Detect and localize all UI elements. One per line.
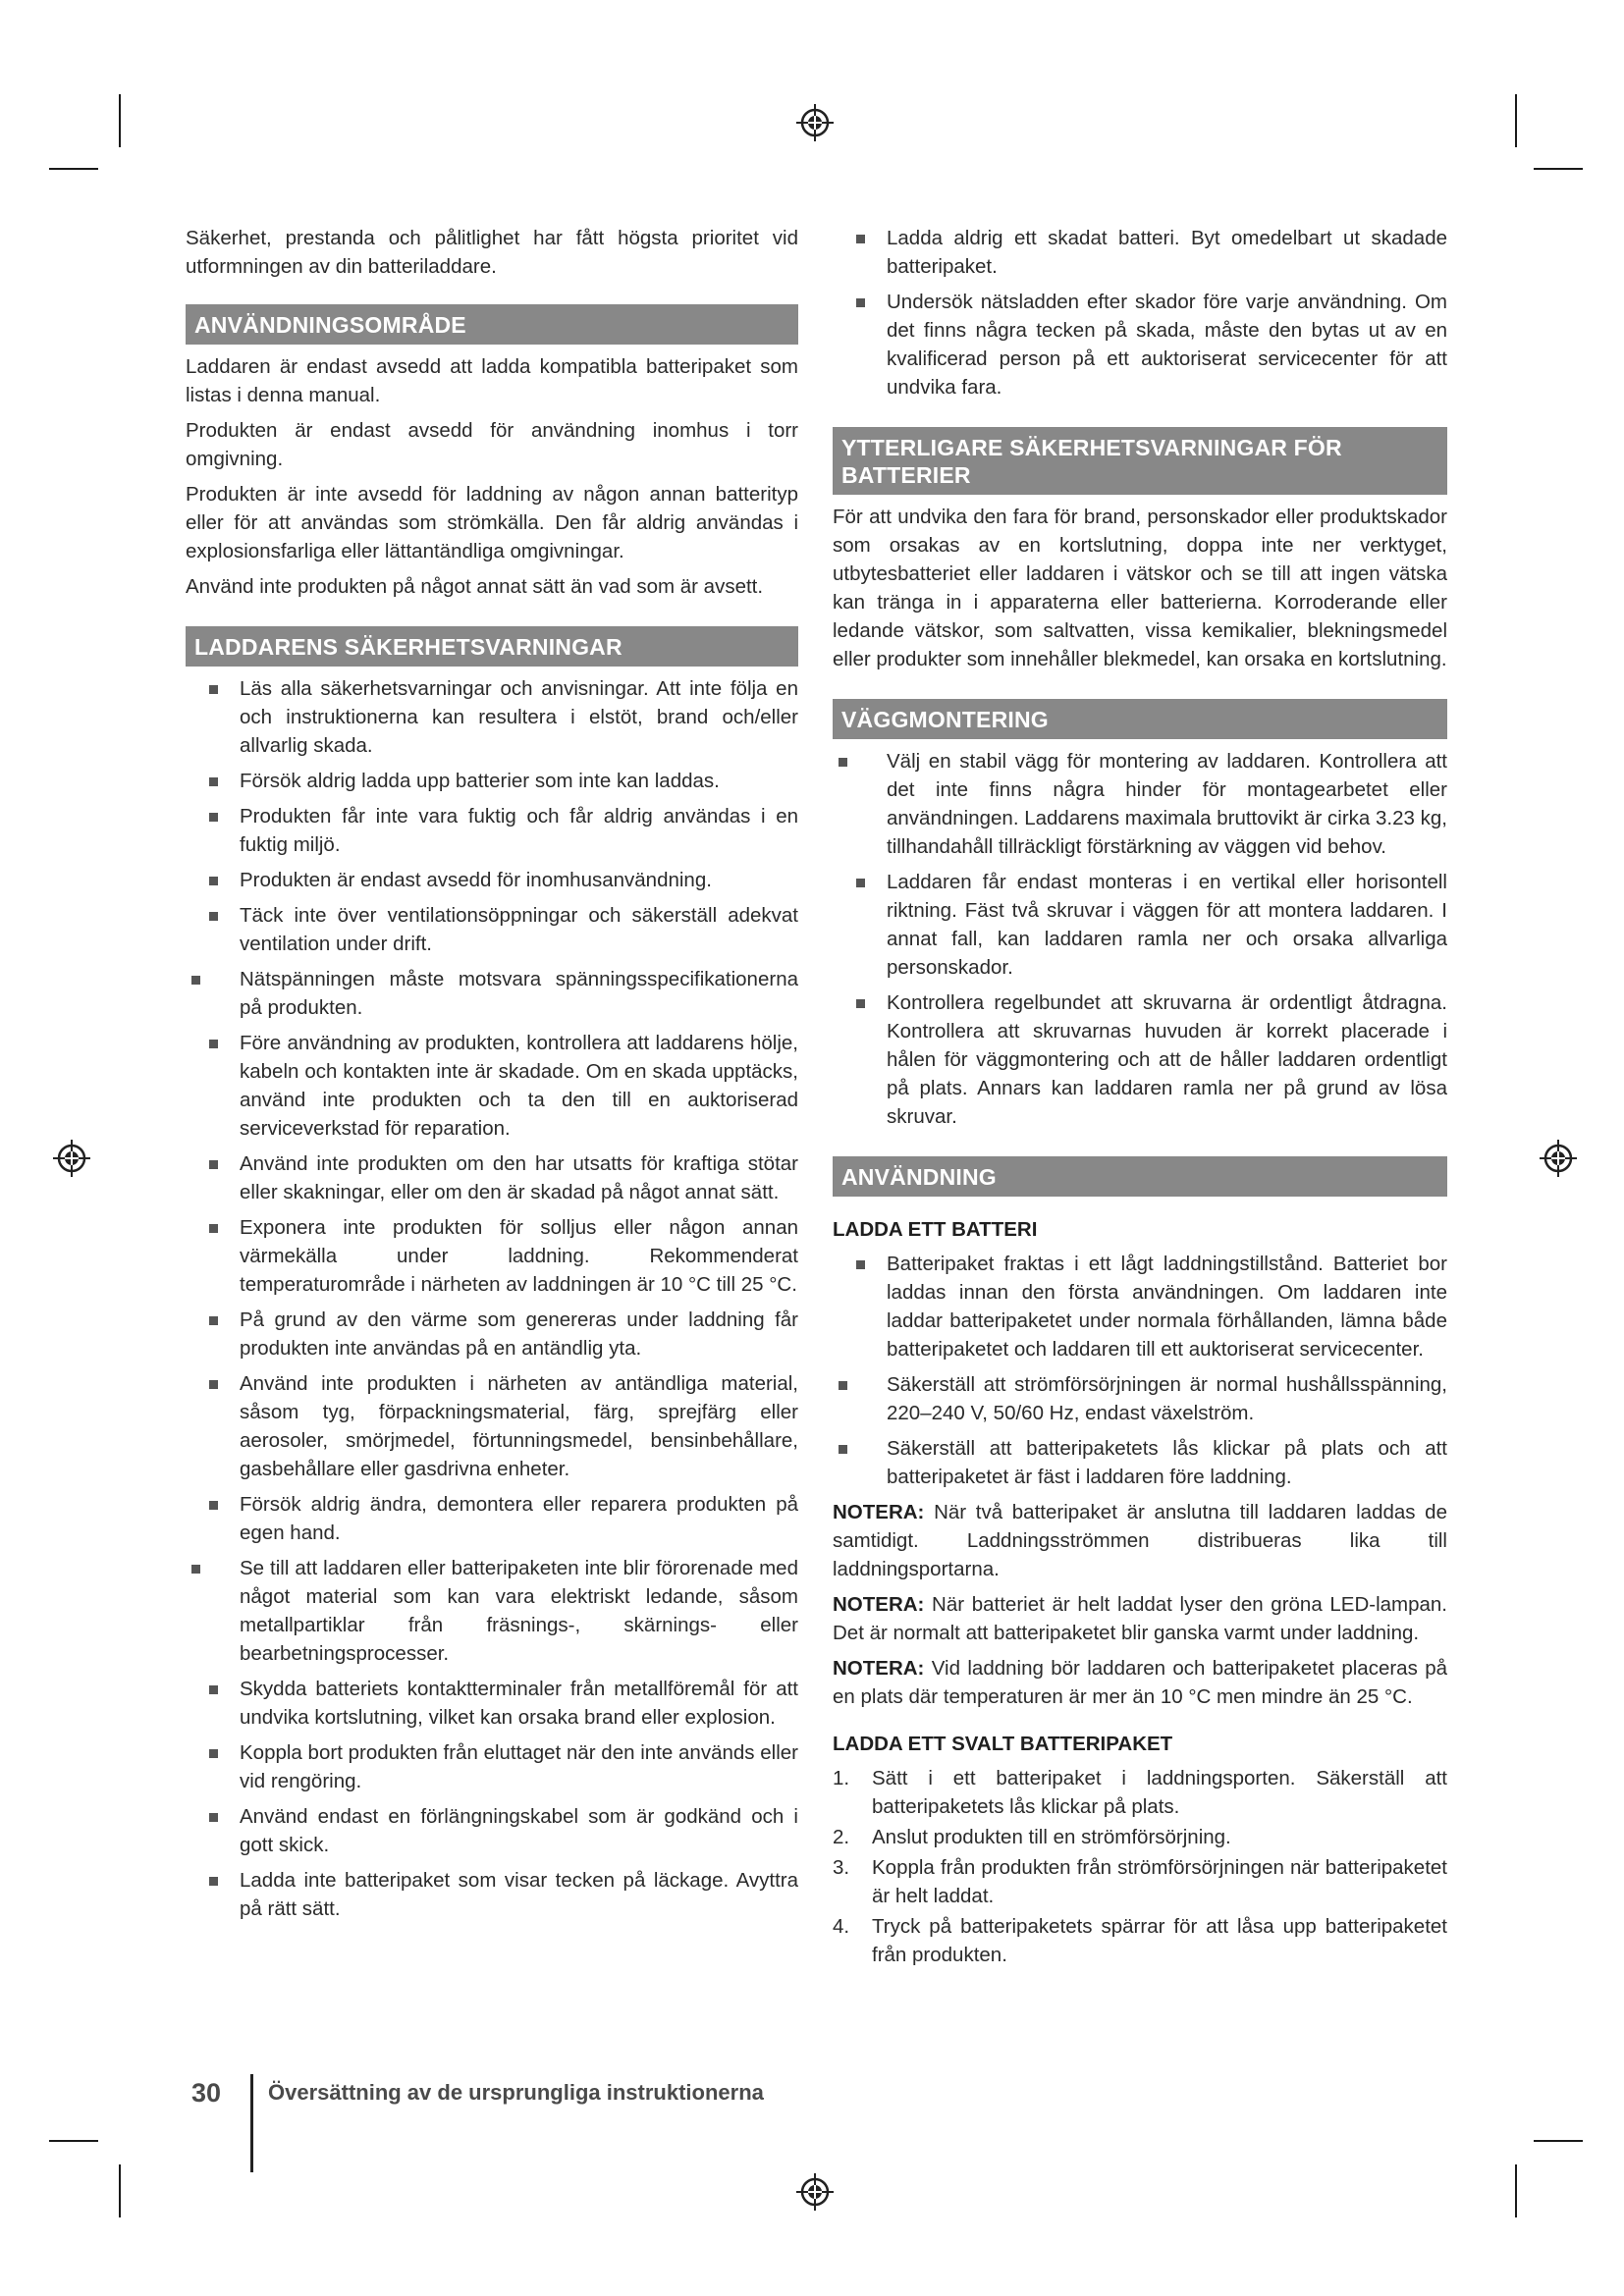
paragraph: Produkten är inte avsedd för laddning av någon annan batterityp eller för att användas som strömkälla. Den får aldrig användas i explosionsfarliga eller lättantändliga omgivningar. <box>186 483 798 562</box>
list-item <box>833 1912 1447 1969</box>
bullet-list <box>833 224 1447 401</box>
list-item: Försök aldrig ändra, demontera eller reparera produkten på egen hand. <box>203 1490 798 1547</box>
section-heading-wall-mounting: VÄGGMONTERING <box>833 699 1447 739</box>
note-paragraph <box>833 1590 1447 1647</box>
section-heading-battery-safety: YTTERLIGARE SÄKERHETSVARNINGAR FÖR BATTERIER <box>833 427 1447 495</box>
list-item: Koppla bort produkten från eluttaget när den inte används eller vid rengöring. <box>203 1738 798 1795</box>
registration-mark-icon <box>795 2172 835 2212</box>
crop-mark <box>49 2140 98 2142</box>
note-paragraph <box>833 1654 1447 1711</box>
bullet-list <box>833 1370 1447 1491</box>
list-item: Före användning av produkten, kontrollera att laddarens hölje, kabeln och kontakten inte är skadade. Om en skada upptäcks, använd inte produkten och ta den till en auktoriserad serviceverkstad för reparation. <box>203 1029 798 1143</box>
list-item: Säkerställ att batteripaketets lås klickar på plats och att batteripaketet är fäst i laddaren före laddning. <box>833 1434 1447 1491</box>
list-item: Undersök nätsladden efter skador före varje användning. Om det finns några tecken på skada, måste den bytas ut av en kvalificerad person på ett auktoriserat servicecenter för att undvika fara. <box>850 288 1447 401</box>
note-text: När batteriet är helt laddat lyser den gröna LED-lampan. Det är normalt att batteripaketet blir ganska varmt under laddning. <box>833 1593 1448 1644</box>
list-item: Ladda inte batteripaket som visar tecken på läckage. Avyttra på rätt sätt. <box>203 1866 798 1923</box>
subheading-charge-battery: LADDA ETT BATTERI <box>833 1218 1038 1241</box>
note-text: Vid laddning bör laddaren och batteripaketet placeras på en plats där temperaturen är mer än 10 °C men mindre än 25 °C. <box>833 1657 1447 1708</box>
list-item <box>833 1764 1447 1821</box>
intro-paragraph: Säkerhet, prestanda och pålitlighet har fått högsta prioritet vid utformningen av din batteriladdare. <box>186 227 798 278</box>
list-item <box>833 1823 1447 1851</box>
step-number: 3. <box>833 1856 850 1879</box>
list-item: Läs alla säkerhetsvarningar och anvisningar. Att inte följa en och instruktionerna kan resultera i elstöt, brand och/eller allvarlig skada. <box>203 674 798 760</box>
list-item: Produkten är endast avsedd för inomhusanvändning. <box>203 866 798 894</box>
page-number: 30 <box>191 2078 222 2108</box>
step-text: Koppla från produkten från strömförsörjningen när batteripaketet är helt laddat. <box>872 1856 1447 1907</box>
step-number: 1. <box>833 1767 850 1789</box>
crop-mark <box>49 168 98 170</box>
note-text: När två batteripaket är anslutna till laddaren laddas de samtidigt. Laddningsströmmen distribueras lika till laddningsportarna. <box>833 1501 1447 1580</box>
bullet-list <box>186 1675 798 1923</box>
step-number: 4. <box>833 1915 850 1938</box>
numbered-list <box>833 1764 1447 1969</box>
bullet-list <box>833 868 1447 1131</box>
list-item: Skydda batteriets kontaktterminaler från metallföremål för att undvika kortslutning, vilket kan orsaka brand eller explosion. <box>203 1675 798 1732</box>
bullet-list <box>833 1250 1447 1363</box>
step-text: Sätt i ett batteripaket i laddningsporten. Säkerställ att batteripaketets lås klickar på plats. <box>872 1767 1447 1818</box>
paragraph: Använd inte produkten på något annat sätt än vad som är avsett. <box>186 575 764 598</box>
list-item: Ladda aldrig ett skadat batteri. Byt omedelbart ut skadade batteripaket. <box>850 224 1447 281</box>
section-heading-charger-safety: LADDARENS SÄKERHETSVARNINGAR <box>186 626 798 667</box>
crop-mark <box>1515 2164 1517 2217</box>
crop-mark <box>1534 2140 1583 2142</box>
list-item: Laddaren får endast monteras i en vertikal eller horisontell riktning. Fäst två skruvar i väggen för att montera laddaren. I annat fall, kan laddaren ramla ner och orsaka allvarliga personskador. <box>850 868 1447 982</box>
note-label: NOTERA: <box>833 1593 925 1616</box>
left-column <box>186 224 798 1930</box>
list-item: Kontrollera regelbundet att skruvarna är ordentligt åtdragna. Kontrollera att skruvarnas huvuden är korrekt placerade i hålen för väggmontering och att de håller laddaren ordentligt på plats. Annars kan laddaren ramla ner på grund av lösa skruvar. <box>850 988 1447 1131</box>
paragraph: Produkten är endast avsedd för användning inomhus i torr omgivning. <box>186 419 798 470</box>
list-item: Använd inte produkten om den har utsatts för kraftiga stötar eller skakningar, eller om den är skadad på något annat sätt. <box>203 1149 798 1206</box>
footer-title: Översättning av de ursprungliga instruktionerna <box>268 2080 764 2105</box>
list-item: Se till att laddaren eller batteripaketen inte blir förorenade med något material som kan vara elektriskt ledande, såsom metallpartiklar från fräsnings-, skärnings- eller bearbetningsprocesser. <box>186 1554 798 1668</box>
registration-mark-icon <box>795 103 835 142</box>
bullet-list <box>186 965 798 1022</box>
section-heading-usage: ANVÄNDNING <box>833 1156 1447 1197</box>
list-item: Säkerställ att strömförsörjningen är normal hushållsspänning, 220–240 V, 50/60 Hz, endast växelström. <box>833 1370 1447 1427</box>
crop-mark <box>119 94 121 147</box>
bullet-list <box>186 1029 798 1547</box>
note-paragraph <box>833 1498 1447 1583</box>
crop-mark <box>1515 94 1517 147</box>
right-column <box>833 224 1447 1971</box>
list-item <box>833 1853 1447 1910</box>
step-number: 2. <box>833 1826 850 1848</box>
registration-mark-icon <box>1539 1139 1578 1178</box>
crop-mark <box>1534 168 1583 170</box>
paragraph: För att undvika den fara för brand, personskador eller produktskador som orsakas av en kortslutning, doppa inte ner verktyget, utbytesbatteriet eller laddaren i vätskor och se till att ingen vätska kan tränga in i apparaterna eller batterierna. Korroderande eller ledande vätskor, som saltvatten, vissa kemikalier, blekningsmedel eller produkter som innehåller blekmedel, kan orsaka en kortslutning. <box>833 506 1447 670</box>
list-item: Använd inte produkten i närheten av antändliga material, såsom tyg, förpackningsmaterial, färg, sprejfärg eller aerosoler, smörjmedel, förtunningsmedel, bensinbehållare, gasbehållare eller gasdrivna enheter. <box>203 1369 798 1483</box>
list-item: På grund av den värme som genereras under laddning får produkten inte användas på en antändlig yta. <box>203 1306 798 1362</box>
bullet-list <box>186 1554 798 1668</box>
list-item: Försök aldrig ladda upp batterier som inte kan laddas. <box>203 767 798 795</box>
list-item: Täck inte över ventilationsöppningar och säkerställ adekvat ventilation under drift. <box>203 901 798 958</box>
subheading-charge-cold-battery: LADDA ETT SVALT BATTERIPAKET <box>833 1733 1173 1755</box>
registration-mark-icon <box>52 1139 91 1178</box>
list-item: Exponera inte produkten för solljus eller någon annan värmekälla under laddning. Rekommenderat temperaturområde i närheten av laddningen är 10 °C till 25 °C. <box>203 1213 798 1299</box>
note-label: NOTERA: <box>833 1657 925 1680</box>
paragraph: Laddaren är endast avsedd att ladda kompatibla batteripaket som listas i denna manual. <box>186 355 798 406</box>
crop-mark <box>119 2164 121 2217</box>
list-item: Välj en stabil vägg för montering av laddaren. Kontrollera att det inte finns några hinder för montagearbetet eller användningen. Laddarens maximala bruttovikt är cirka 3.23 kg, tillhandahåll tillräckligt förstärkning av väggen vid behov. <box>833 747 1447 861</box>
list-item: Produkten får inte vara fuktig och får aldrig användas i en fuktig miljö. <box>203 802 798 859</box>
step-text: Tryck på batteripaketets spärrar för att låsa upp batteripaketet från produkten. <box>872 1915 1447 1966</box>
list-item: Använd endast en förlängningskabel som är godkänd och i gott skick. <box>203 1802 798 1859</box>
step-text: Anslut produkten till en strömförsörjning. <box>872 1826 1231 1848</box>
bullet-list <box>833 747 1447 861</box>
footer-divider <box>250 2074 253 2172</box>
section-heading-usage-area: ANVÄNDNINGSOMRÅDE <box>186 304 798 345</box>
bullet-list <box>186 674 798 958</box>
note-label: NOTERA: <box>833 1501 925 1523</box>
list-item: Batteripaket fraktas i ett lågt laddningstillstånd. Batteriet bor laddas innan den första användningen. Om laddaren inte laddar batteripaketet under normala förhållanden, lämna både batteripaketet och laddaren till ett auktoriserat servicecenter. <box>850 1250 1447 1363</box>
list-item: Nätspänningen måste motsvara spänningsspecifikationerna på produkten. <box>186 965 798 1022</box>
